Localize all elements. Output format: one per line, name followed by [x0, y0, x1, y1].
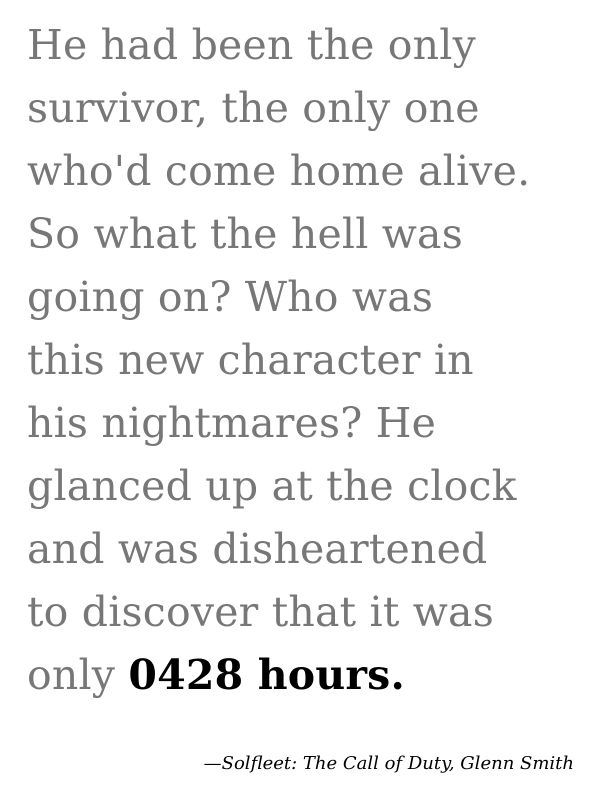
passage-last-line [27, 644, 593, 707]
passage-line: So what the hell was [27, 210, 463, 258]
passage-line: who'd come home alive. [27, 147, 531, 195]
passage-line: glanced up at the clock [27, 462, 517, 510]
attribution: —Solfleet: The Call of Duty, Glenn Smith [203, 753, 574, 774]
passage-line: and was disheartened [27, 525, 488, 573]
passage-line: this new character in [27, 336, 474, 384]
emphasized-time: 0428 hours. [128, 651, 405, 699]
passage-line: going on? Who was [27, 273, 434, 321]
last-line-prefix: only [27, 651, 129, 699]
passage-line: his nightmares? He [27, 399, 437, 447]
passage-line: He had been the only [27, 21, 476, 69]
passage-line: to discover that it was [27, 588, 494, 636]
quote-passage [27, 14, 593, 707]
passage-line: survivor, the only one [27, 84, 480, 132]
